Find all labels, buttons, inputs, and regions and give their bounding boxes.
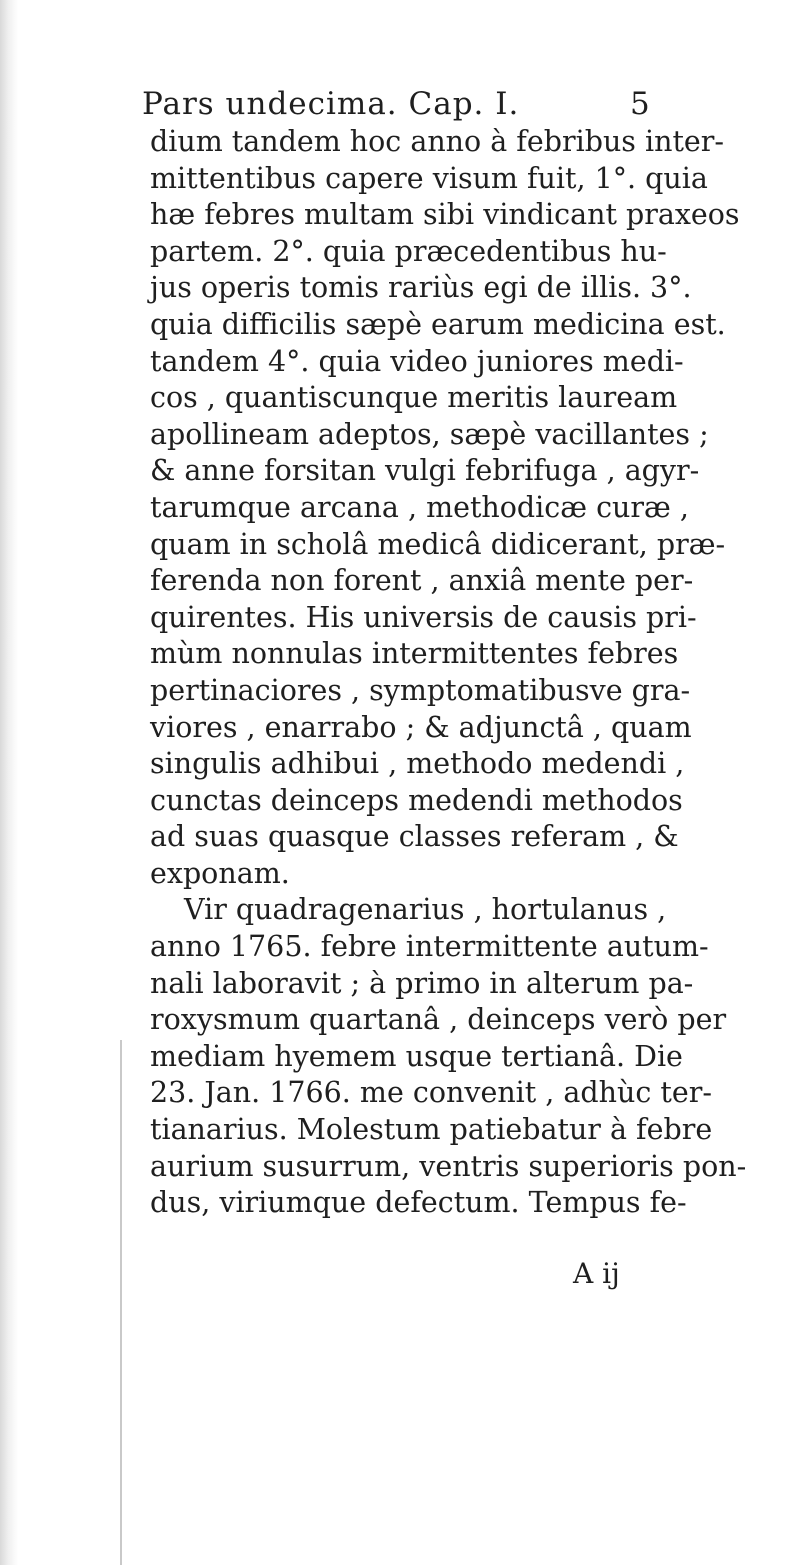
text-line: ferenda non forent , anxiâ mente per- [150,564,694,598]
text-line: apollineam adeptos, sæpè vacillantes ; [150,417,709,451]
text-line: ad suas quasque classes referam , & [150,820,679,854]
binding-line [120,1040,122,1565]
running-header [142,84,651,124]
text-line: mediam hyemem usque tertianâ. Die [150,1039,683,1073]
text-line: & anne forsitan vulgi febrifuga , agyr- [150,454,700,488]
running-title: Pars undecima. Cap. I. [142,86,520,122]
text-line: aurium susurrum, ventris superioris pon- [150,1149,747,1183]
page-edge-shadow [0,0,18,1565]
text-line: pertinaciores , symptomatibusve gra- [150,673,691,707]
text-line: viores , enarrabo ; & adjunctâ , quam [150,710,692,744]
page-number: 5 [630,86,651,122]
text-line: singulis adhibui , methodo medendi , [150,747,685,781]
text-line: cos , quantiscunque meritis lauream [150,381,678,415]
text-line: partem. 2°. quia præcedentibus hu- [150,234,667,268]
text-line: nali laboravit ; à primo in alterum pa- [150,966,694,1000]
text-line: tianarius. Molestum patiebatur à febre [150,1113,713,1147]
text-line: quirentes. His universis de causis pri- [150,600,697,634]
text-line: roxysmum quartanâ , deinceps verò per [150,1003,727,1037]
paragraph-start-line: Vir quadragenarius , hortulanus , [184,893,667,927]
text-line: mùm nonnulas intermittentes febres [150,637,679,671]
text-line: 23. Jan. 1766. me convenit , adhùc ter- [150,1076,712,1110]
text-line: hæ febres multam sibi vindicant praxeos [150,198,740,232]
text-line: exponam. [150,856,290,890]
text-line: jus operis tomis rariùs egi de illis. 3°. [150,271,692,305]
text-line: cunctas deinceps medendi methodos [150,783,683,817]
text-line: quia difficilis sæpè earum medicina est. [150,307,726,341]
text-line: tarumque arcana , methodicæ curæ , [150,490,689,524]
text-line: quam in scholâ medicâ didicerant, præ- [150,527,726,561]
text-line: dium tandem hoc anno à febribus inter- [150,125,725,158]
text-line: mittentibus capere visum fuit, 1°. quia [150,161,708,195]
text-line: tandem 4°. quia video juniores medi- [150,344,684,378]
body-text [150,124,760,1222]
signature-mark: A ij [573,1257,620,1290]
text-line: anno 1765. febre intermittente autum- [150,930,709,964]
text-line: dus, viriumque defectum. Tempus fe- [150,1186,687,1220]
